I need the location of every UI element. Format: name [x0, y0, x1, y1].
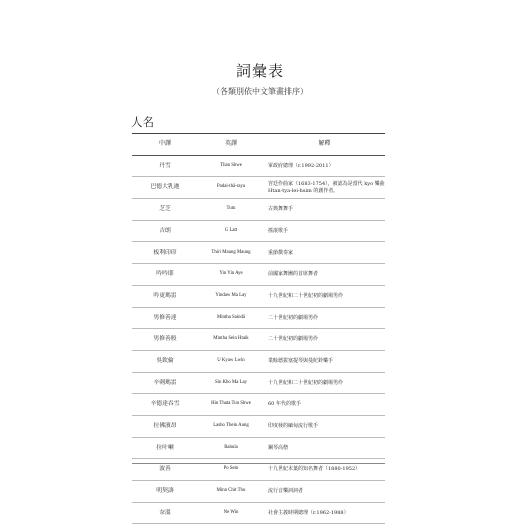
- section-heading: 人名: [131, 115, 154, 129]
- table-row: [132, 264, 385, 286]
- cell-chinese-name: 辛剌瑪雷: [132, 372, 198, 394]
- cell-english-name: Ne Win: [198, 502, 264, 524]
- cell-chinese-name: 芝芝: [132, 199, 198, 221]
- cell-chinese-name: 丹雪: [132, 155, 198, 177]
- cell-explanation: 社會主義時期總理（r.1962-1988）: [264, 502, 385, 524]
- page-title: 詞彙表: [235, 62, 284, 80]
- cell-english-name: Po Sein: [198, 459, 264, 481]
- table-row: [132, 350, 385, 372]
- cell-chinese-name: 男修善達: [132, 307, 198, 329]
- table-row: [132, 394, 385, 416]
- glossary-table: [132, 133, 385, 524]
- cell-explanation: 60 年代的歌手: [264, 394, 385, 416]
- table-row: [132, 372, 385, 394]
- cell-chinese-name: 拉叶喇: [132, 437, 198, 459]
- table-header-row: [132, 134, 385, 156]
- table-row: [132, 415, 385, 437]
- cell-chinese-name: 巴德大乳迦: [132, 177, 198, 199]
- cell-chinese-name: 吳欽倫: [132, 350, 198, 372]
- cell-english-name: Yindaw Ma Lay: [198, 285, 264, 307]
- cell-english-name: Thiri Maung Maung: [198, 242, 264, 264]
- bottom-rule: [132, 463, 385, 464]
- table-row: [132, 307, 385, 329]
- cell-explanation: 宮廷作曲家（1683-1754），被認為是當代 kyo 樂曲 Htan-tya-lei-hsim 的創作者。: [264, 177, 385, 199]
- cell-english-name: Sin Kho Ma Lay: [198, 372, 264, 394]
- cell-english-name: G Latt: [198, 220, 264, 242]
- cell-chinese-name: 吟吟耶: [132, 264, 198, 286]
- cell-explanation: 十九世紀末葉的知名舞者（1880-1952）: [264, 459, 385, 481]
- table-row: [132, 155, 385, 177]
- cell-chinese-name: 波善: [132, 459, 198, 481]
- table-row: [132, 242, 385, 264]
- cell-explanation: 十九世紀和二十世紀初的劇場男伶: [264, 285, 385, 307]
- cell-chinese-name: 辛德達吞雪: [132, 394, 198, 416]
- cell-explanation: 重節撰奏家: [264, 242, 385, 264]
- cell-explanation: 二十世紀初的劇場男伶: [264, 307, 385, 329]
- column-header-explanation: 解釋: [264, 134, 385, 156]
- cell-explanation: 流行音樂詞詞者: [264, 481, 385, 503]
- column-header-english: 英譯: [198, 134, 264, 156]
- cell-chinese-name: 吉朗: [132, 220, 198, 242]
- cell-explanation: 二十世紀初的劇場男伶: [264, 329, 385, 351]
- cell-english-name: Lasho Thein Aung: [198, 415, 264, 437]
- cell-english-name: Minn Chit Thu: [198, 481, 264, 503]
- cell-chinese-name: 吟更瑪雷: [132, 285, 198, 307]
- cell-english-name: U Kyaw Lwin: [198, 350, 264, 372]
- cell-chinese-name: 板利印印: [132, 242, 198, 264]
- cell-explanation: 前國家舞團的首席舞者: [264, 264, 385, 286]
- cell-explanation: 十九世紀和二十世紀初的劇場男伶: [264, 372, 385, 394]
- cell-explanation: 鋼琴高僧: [264, 437, 385, 459]
- cell-english-name: Yin Yin Aye: [198, 264, 264, 286]
- table-row: [132, 199, 385, 221]
- table-row: [132, 329, 385, 351]
- cell-explanation: 搖滾歌手: [264, 220, 385, 242]
- cell-english-name: Mintha Sein Htaik: [198, 329, 264, 351]
- cell-english-name: Tutu: [198, 199, 264, 221]
- cell-explanation: 軍政府總理（r.1992-2011）: [264, 155, 385, 177]
- cell-chinese-name: 男修善般: [132, 329, 198, 351]
- column-header-chinese: 中譯: [132, 134, 198, 156]
- table-row: [132, 437, 385, 459]
- cell-explanation: 業餘德拔塞提琴與曼陀鈴樂手: [264, 350, 385, 372]
- table-row: [132, 502, 385, 524]
- table-row: [132, 177, 385, 199]
- cell-english-name: Mintha Saindâ: [198, 307, 264, 329]
- page-subtitle: （各類別依中文筆畫排序）: [212, 87, 308, 96]
- cell-english-name: Rahula: [198, 437, 264, 459]
- cell-chinese-name: 明契濤: [132, 481, 198, 503]
- cell-chinese-name: 拉佛濱昂: [132, 415, 198, 437]
- table-row: [132, 481, 385, 503]
- table-row: [132, 285, 385, 307]
- cell-explanation: 印度發的緬甸流行歌手: [264, 415, 385, 437]
- cell-chinese-name: 奈溫: [132, 502, 198, 524]
- cell-english-name: Than Shwe: [198, 155, 264, 177]
- table-row: [132, 220, 385, 242]
- cell-english-name: Hin Thata Tun Shwe: [198, 394, 264, 416]
- cell-english-name: Padai-thâ-raya: [198, 177, 264, 199]
- cell-explanation: 古典舞舞手: [264, 199, 385, 221]
